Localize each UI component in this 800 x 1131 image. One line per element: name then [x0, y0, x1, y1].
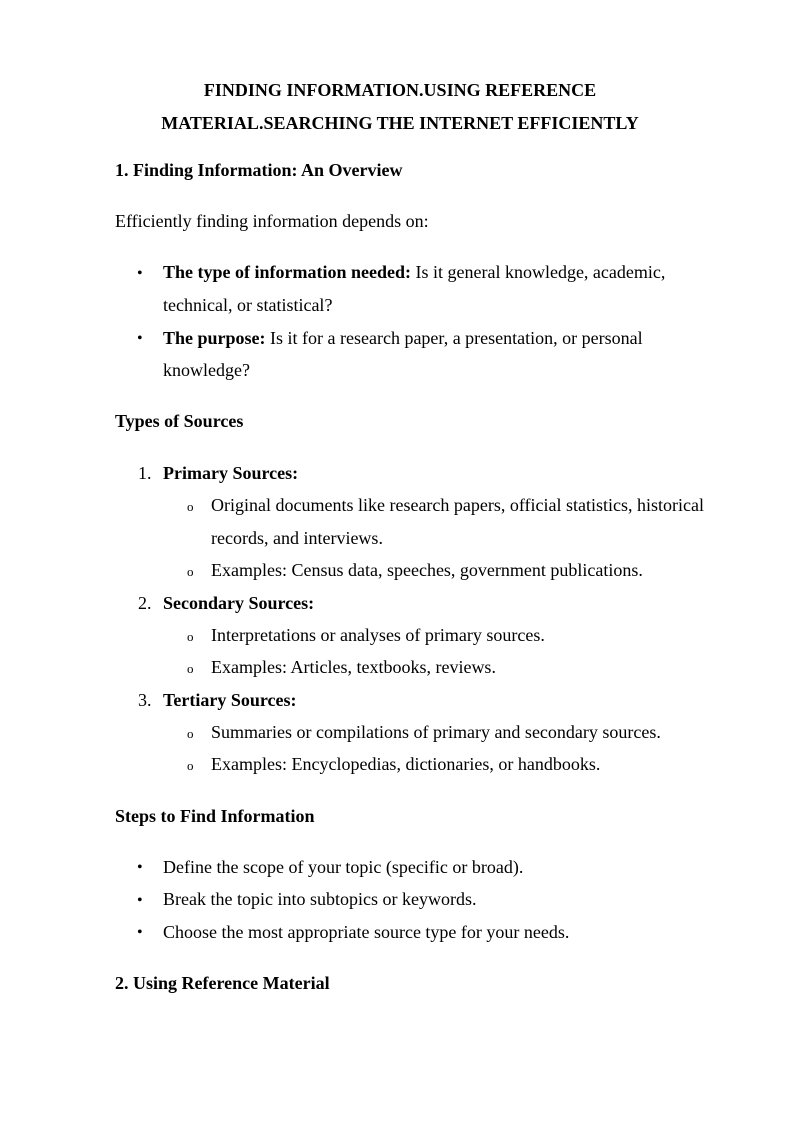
- steps-bullet-1: Define the scope of your topic (specific or broad).: [163, 857, 524, 877]
- bullet-icon: •: [137, 330, 143, 347]
- types-of-sources-heading: Types of Sources: [115, 411, 244, 431]
- circle-bullet-icon: o: [187, 499, 194, 514]
- overview-bullet-1-cont: technical, or statistical?: [163, 295, 333, 315]
- secondary-sources-label: Secondary Sources:: [163, 593, 315, 613]
- steps-bullet-2: Break the topic into subtopics or keywords.: [163, 889, 477, 909]
- circle-bullet-icon: o: [187, 629, 194, 644]
- overview-bullet-2: [163, 322, 643, 355]
- section-1-intro: Efficiently finding information depends on:: [115, 211, 429, 231]
- title-line-2: MATERIAL.SEARCHING THE INTERNET EFFICIENTLY: [161, 113, 639, 133]
- section-1-heading: 1. Finding Information: An Overview: [115, 160, 403, 180]
- overview-bullet-1: [163, 256, 665, 289]
- bullet-icon: •: [137, 265, 143, 282]
- tertiary-sub-1: Summaries or compilations of primary and secondary sources.: [211, 722, 661, 742]
- bullet-icon: •: [137, 924, 143, 941]
- steps-heading: Steps to Find Information: [115, 806, 315, 826]
- primary-sources-label: Primary Sources:: [163, 463, 299, 483]
- bullet-text: Is it for a research paper, a presentation, or personal: [265, 328, 643, 348]
- tertiary-sub-2: Examples: Encyclopedias, dictionaries, or handbooks.: [211, 754, 601, 774]
- steps-bullet-3: Choose the most appropriate source type for your needs.: [163, 922, 570, 942]
- circle-bullet-icon: o: [187, 758, 194, 773]
- primary-sub-1-cont: records, and interviews.: [211, 528, 383, 548]
- bullet-bold-label: The purpose:: [163, 328, 266, 348]
- title-line-1: FINDING INFORMATION.USING REFERENCE: [203, 80, 597, 100]
- circle-bullet-icon: o: [187, 726, 194, 741]
- secondary-sub-1: Interpretations or analyses of primary sources.: [211, 625, 545, 645]
- primary-sub-2: Examples: Census data, speeches, government publications.: [211, 560, 643, 580]
- tertiary-sources-label: Tertiary Sources:: [163, 690, 297, 710]
- bullet-text: Is it general knowledge, academic,: [410, 262, 666, 282]
- bullet-icon: •: [137, 892, 143, 909]
- list-number: 2.: [138, 593, 152, 613]
- bullet-bold-label: The type of information needed:: [163, 262, 411, 282]
- overview-bullet-2-cont: knowledge?: [163, 360, 250, 380]
- document-title: [0, 74, 800, 140]
- bullet-icon: •: [137, 859, 143, 876]
- secondary-sub-2: Examples: Articles, textbooks, reviews.: [211, 657, 496, 677]
- list-number: 3.: [138, 690, 152, 710]
- circle-bullet-icon: o: [187, 564, 194, 579]
- circle-bullet-icon: o: [187, 661, 194, 676]
- section-2-heading: 2. Using Reference Material: [115, 973, 330, 993]
- primary-sub-1: Original documents like research papers, official statistics, historical: [211, 495, 705, 515]
- list-number: 1.: [138, 463, 152, 483]
